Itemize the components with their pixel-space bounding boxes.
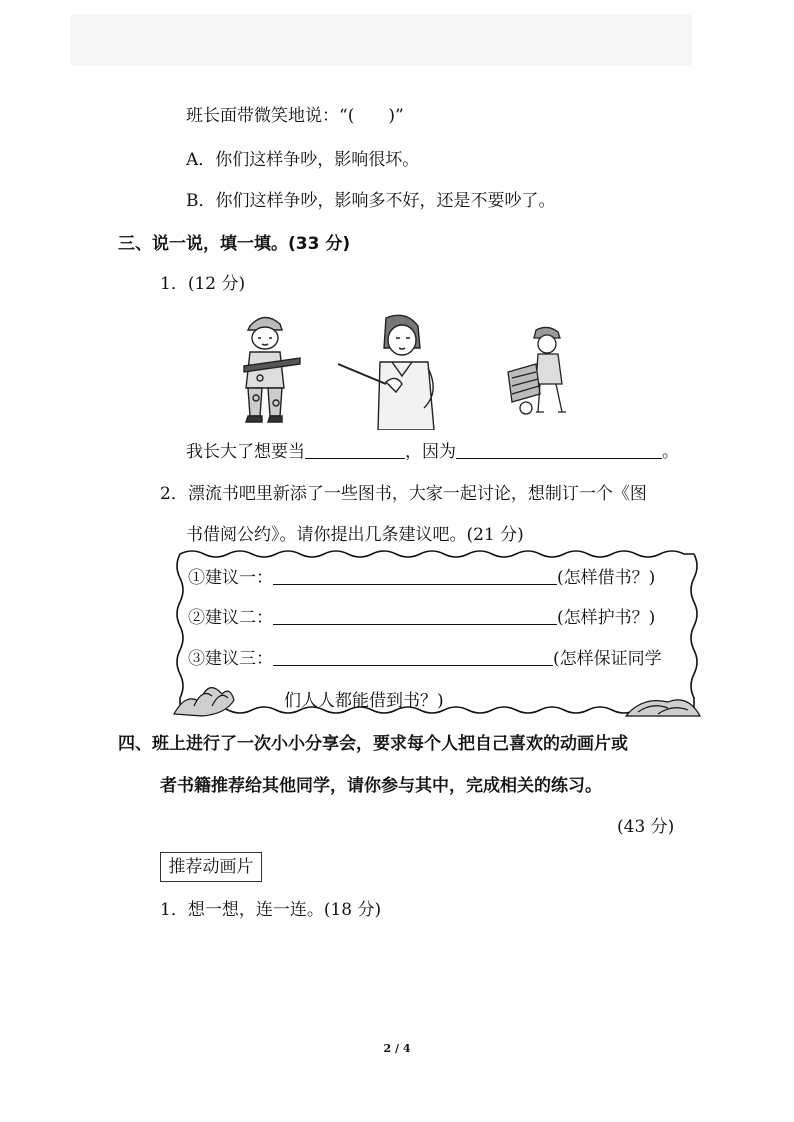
sentence-part2: ，因为 [405,442,456,462]
sentence-part1: 我长大了想要当 [186,442,305,462]
suggestion-3-hint: (怎样保证同学 [553,649,662,669]
header-band [70,14,692,66]
suggestion-2-label: ②建议二： [188,608,273,628]
s4-q1: 1．想一想，连一连。(18 分) [160,900,382,920]
option-a: A．你们这样争吵，影响很坏。 [186,150,420,170]
option-b: B．你们这样争吵，影响多不好，还是不要吵了。 [186,191,556,211]
suggestion-1-hint: (怎样借书？) [557,568,656,588]
teacher-figure [336,312,446,430]
s3-q1-sentence [186,440,679,464]
s3-q2-line1: 2．漂流书吧里新添了一些图书，大家一起讨论，想制订一个《图 [160,484,647,504]
suggestion-3-blank[interactable] [273,647,553,666]
section4-line2: 者书籍推荐给其他同学，请你参与其中，完成相关的练习。 [160,776,602,796]
sentence-end: 。 [662,442,679,462]
farmer-figure [506,324,576,416]
s3-q1-label: 1．(12 分) [160,274,246,294]
suggestion-3-cont: 们人人都能借到书？) [284,691,444,711]
suggestion-2 [188,606,655,630]
recommend-cartoon-box: 推荐动画片 [160,852,262,882]
section4-line1: 四、班上进行了一次小小分享会，要求每个人把自己喜欢的动画片或 [118,734,628,754]
suggestion-1-label: ①建议一： [188,568,273,588]
suggestion-2-hint: (怎样护书？) [557,608,656,628]
suggestion-3 [188,647,662,671]
page-number: 2 / 4 [383,1042,411,1055]
section3-heading: 三、说一说，填一填。(33 分) [118,234,351,254]
reason-blank[interactable] [456,440,662,459]
soldier-figure [230,308,302,426]
suggestion-1-blank[interactable] [273,566,557,585]
suggestion-3-label: ③建议三： [188,649,273,669]
suggestion-1 [188,566,655,590]
suggestion-2-blank[interactable] [273,606,557,625]
job-blank[interactable] [305,440,405,459]
section4-points: (43 分) [617,817,675,837]
s3-q2-line2: 书借阅公约》。请你提出几条建议吧。(21 分) [186,525,524,545]
monitor-line: 班长面带微笑地说：“( )” [186,106,404,126]
